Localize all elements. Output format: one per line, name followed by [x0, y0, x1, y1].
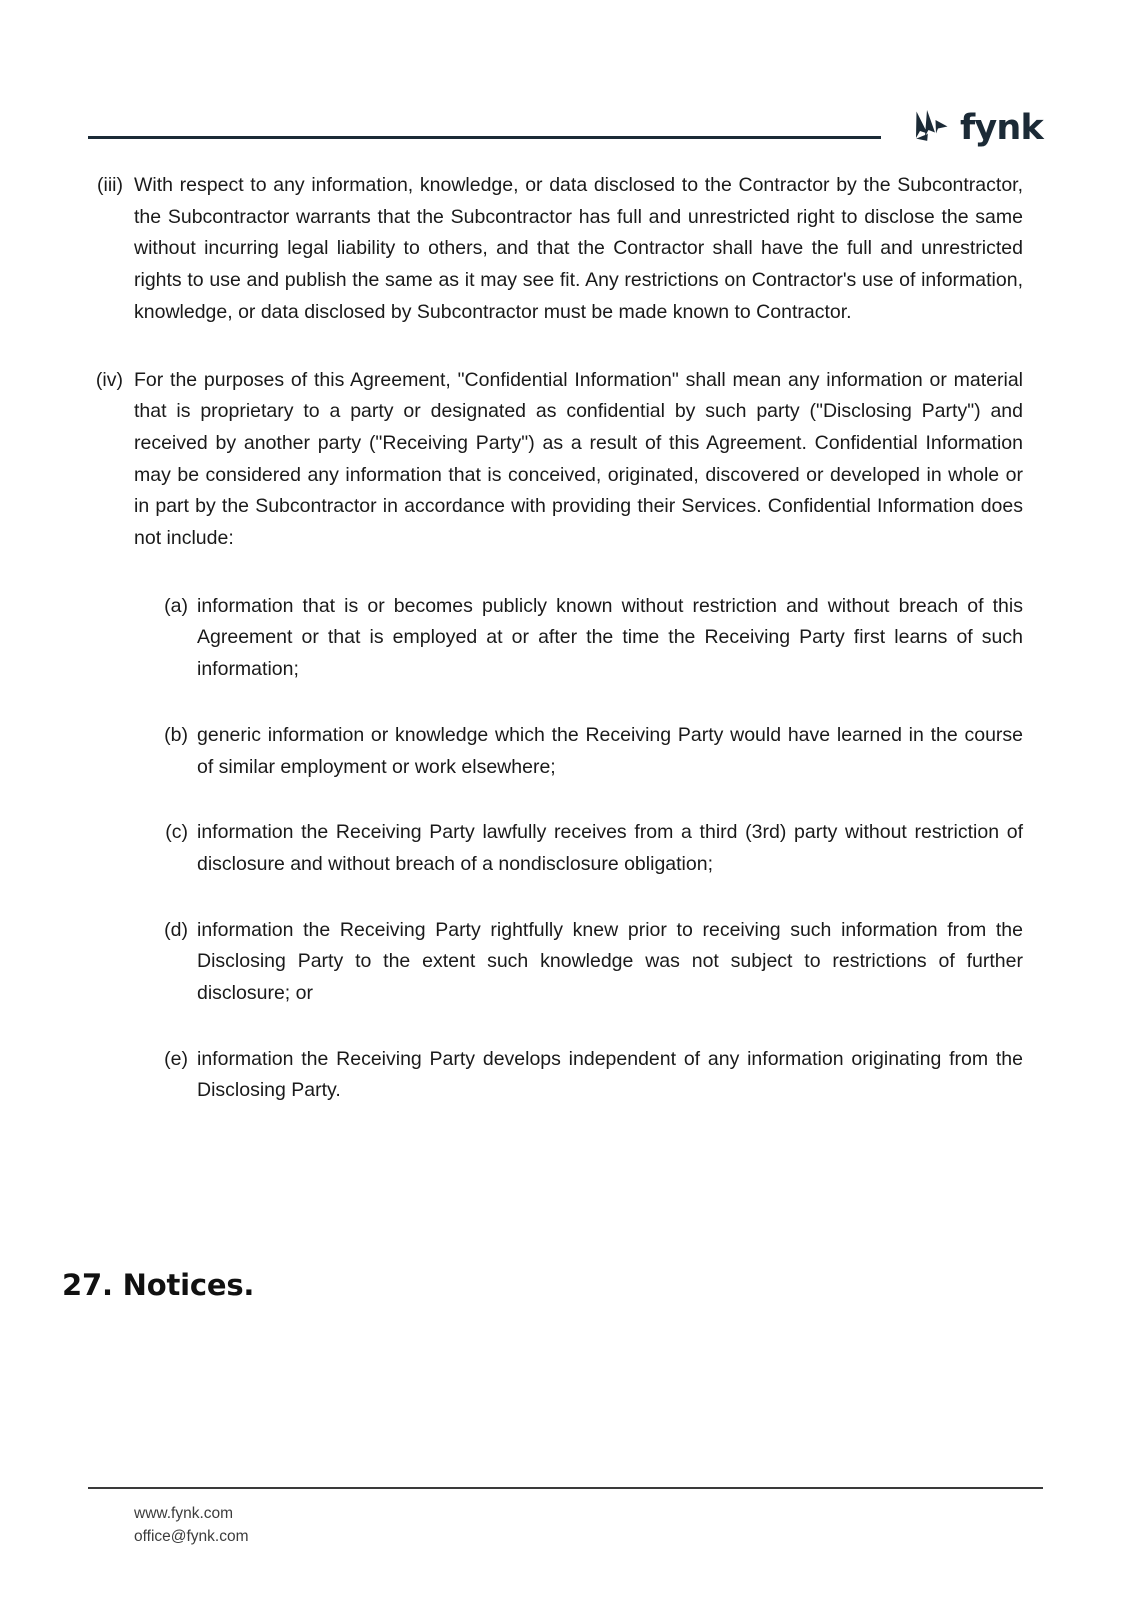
page-header [88, 98, 1043, 156]
exclusion-text: information the Receiving Party develops independent of any information originating from the Disclosing Party. [197, 1047, 1023, 1102]
exclusion-list [88, 591, 1023, 1107]
exclusion-marker: (d) [164, 918, 188, 941]
clause-marker: (iv) [95, 368, 123, 391]
section-heading-notices: 27. Notices. [62, 1268, 255, 1302]
page-footer [88, 1487, 1043, 1548]
exclusion-item-c [156, 817, 1023, 880]
exclusion-marker: (a) [164, 594, 188, 617]
footer-divider-rule [88, 1487, 1043, 1489]
clause-text: For the purposes of this Agreement, "Confidential Information" shall mean any information or material that is proprietary to a party or designated as confidential by such party ("Disclosing Party") and received by another party ("Receiving Party") as a result of this Agreement. Confidential Information may be considered any information that is conceived, originated, discovered or developed in whole or in part by the Subcontractor in accordance with providing their Services. Confidential Information does not include: [134, 368, 1023, 550]
exclusion-text: information that is or becomes publicly known without restriction and without breach of this Agreement or that is employed at or after the time the Receiving Party first learns of such information; [197, 594, 1023, 681]
brand-logo [907, 107, 1043, 147]
exclusion-item-e [156, 1044, 1023, 1107]
exclusion-marker: (e) [164, 1047, 188, 1070]
exclusion-item-a [156, 591, 1023, 686]
document-body [88, 170, 1023, 1107]
exclusion-text: information the Receiving Party rightfully knew prior to receiving such information from the Disclosing Party to the extent such knowledge was not subject to restrictions of further disclosure; or [197, 918, 1023, 1005]
exclusion-item-d [156, 915, 1023, 1010]
footer-website-link[interactable]: www.fynk.com [134, 1505, 234, 1522]
exclusion-marker: (b) [164, 723, 188, 746]
brand-wordmark: fynk [959, 107, 1043, 148]
clause-item-iv [88, 365, 1023, 555]
exclusion-text: information the Receiving Party lawfully receives from a third (3rd) party without restriction of disclosure and without breach of a nondisclosure obligation; [197, 821, 1023, 875]
exclusion-marker: (c) [165, 821, 188, 844]
clause-item-iii [88, 170, 1023, 329]
clause-marker: (iii) [97, 174, 123, 196]
footer-contact-block [88, 1502, 1043, 1548]
footer-email-link[interactable]: office@fynk.com [134, 1528, 249, 1545]
clause-text: With respect to any information, knowledge, or data disclosed to the Contractor by the Subcontractor, the Subcontractor warrants that the Subcontractor has full and unrestricted right to disclose the same without incurring legal liability to others, and that the Contractor shall have the full and unrestricted rights to use and publish the same as it may see fit. Any restrictions on Contractor's use of information, knowledge, or data disclosed by Subcontractor must be made known to Contractor. [134, 174, 1023, 323]
origami-bird-icon [907, 107, 951, 147]
header-divider-rule [88, 136, 881, 139]
exclusion-item-b [156, 720, 1023, 783]
exclusion-text: generic information or knowledge which the Receiving Party would have learned in the course of similar employment or work elsewhere; [197, 723, 1023, 778]
